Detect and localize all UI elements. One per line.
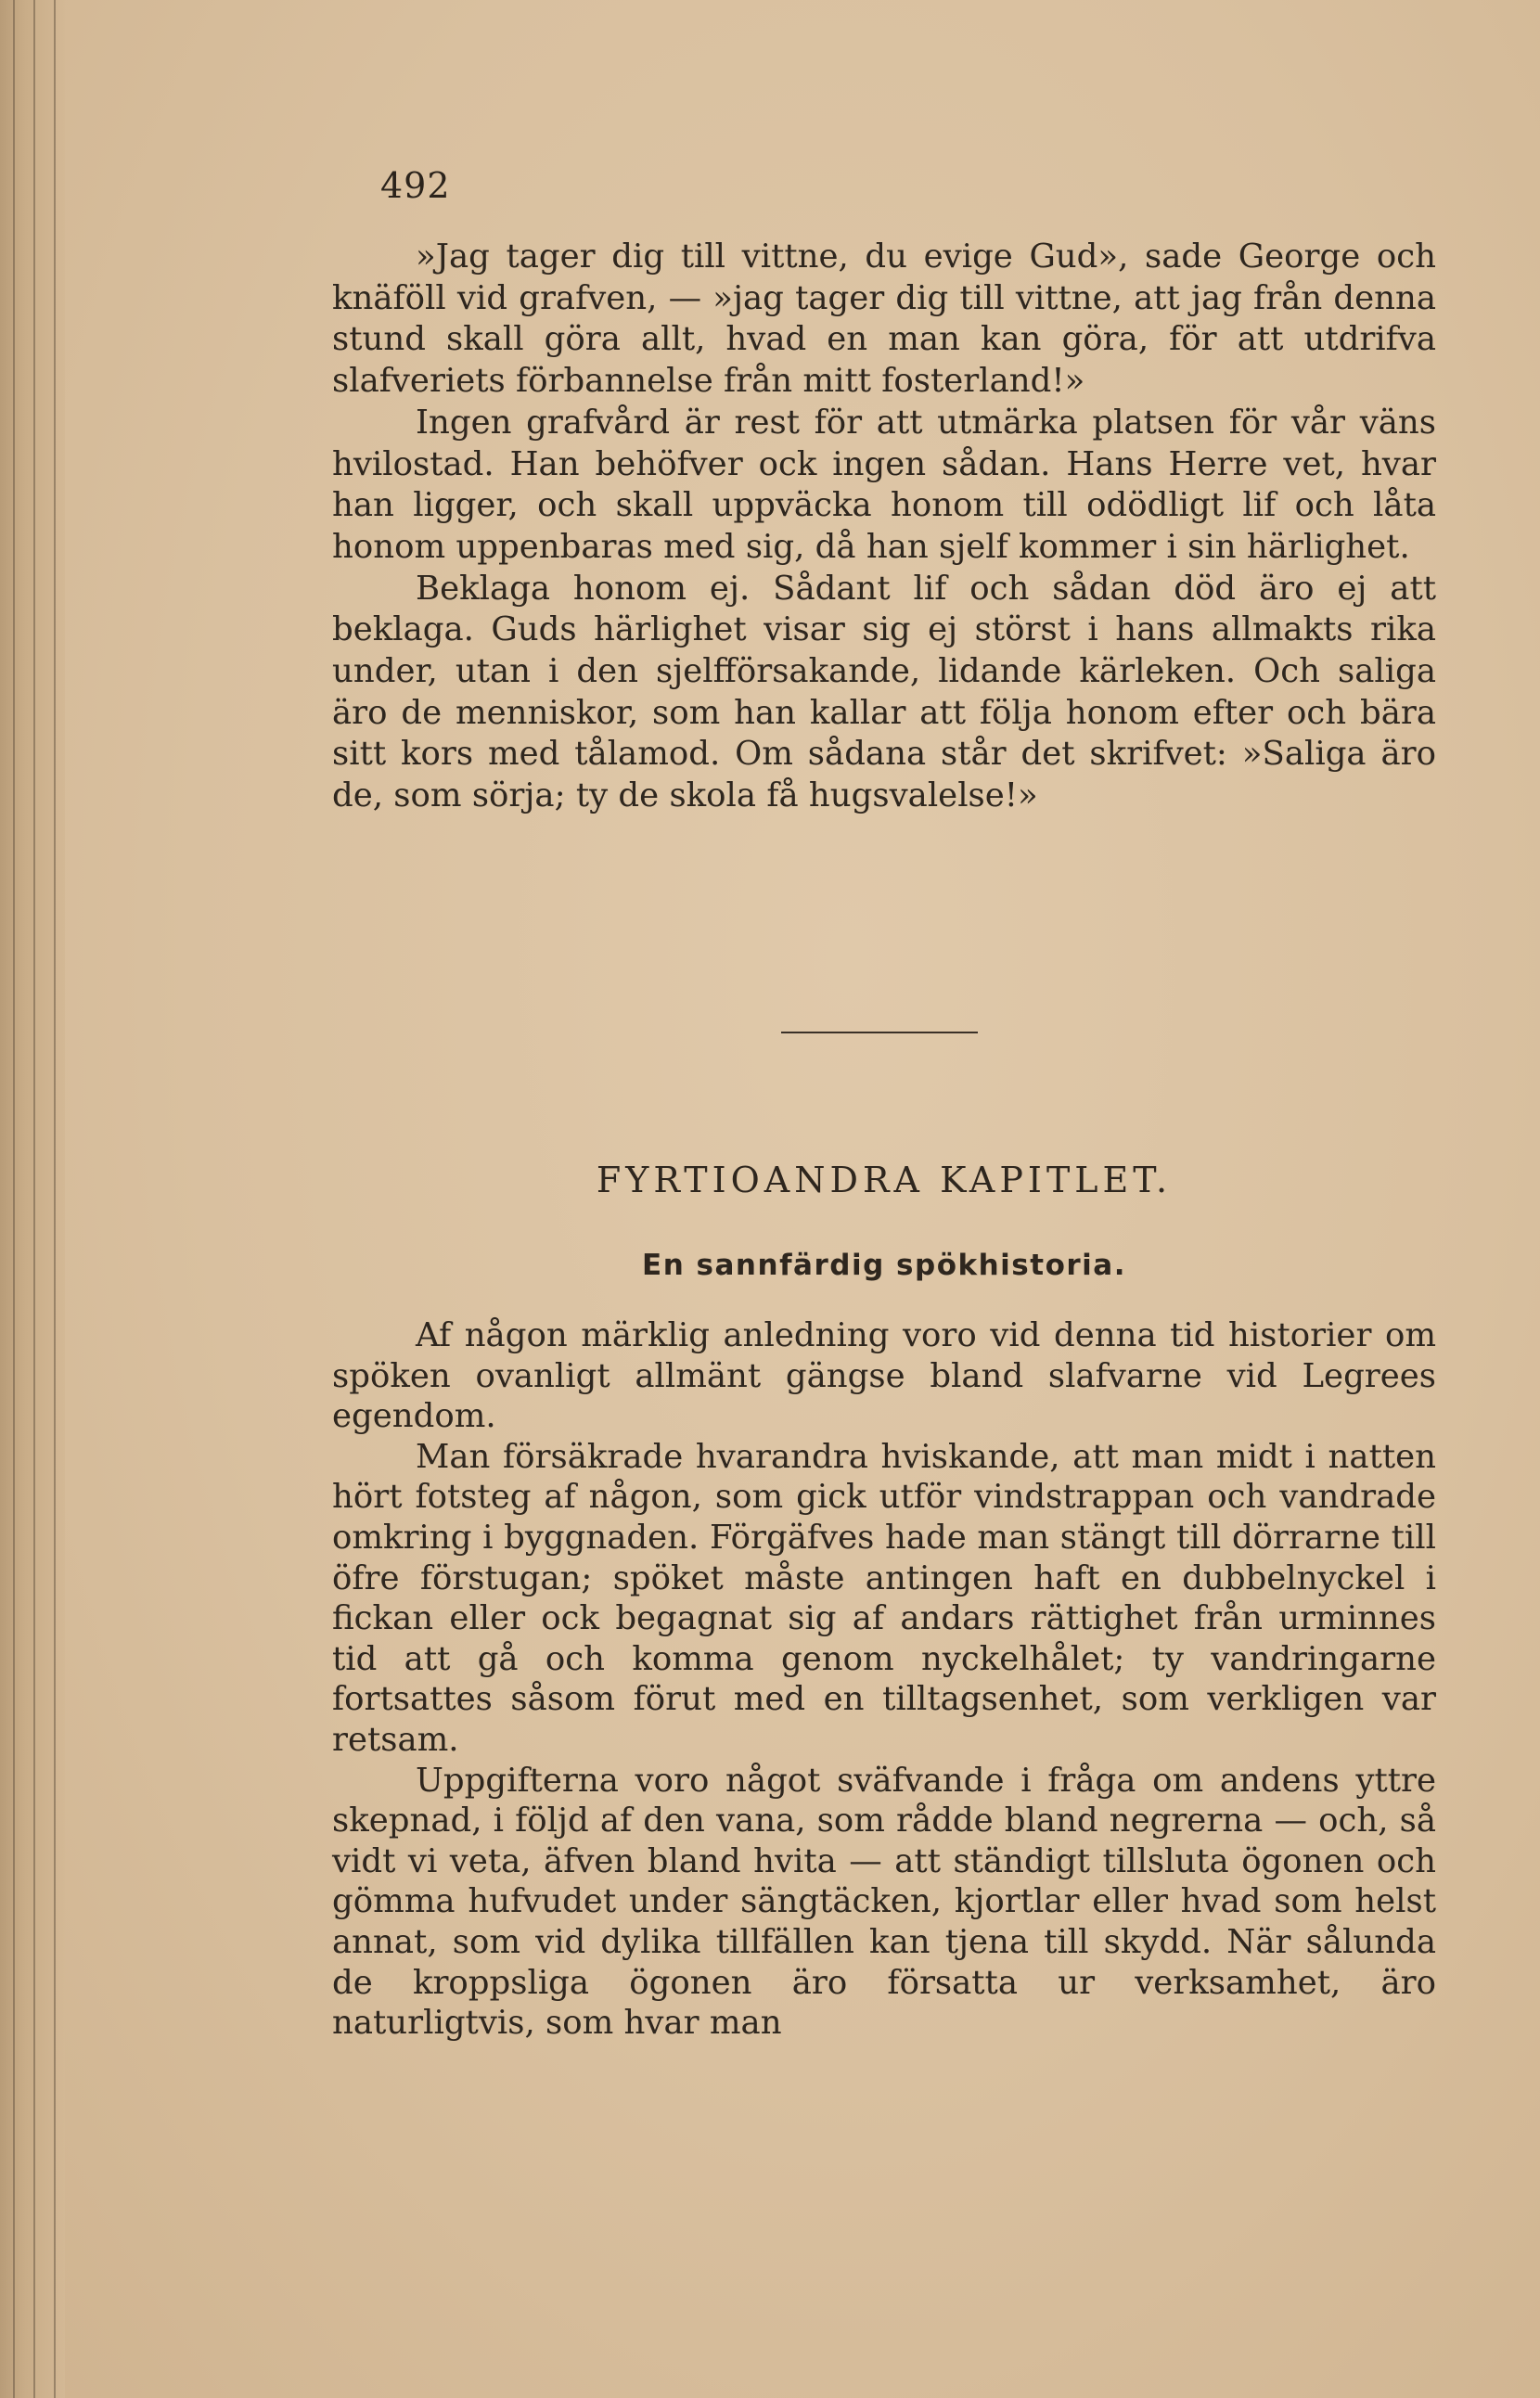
chapter-subtitle: En sannfärdig spökhistoria. (642, 1249, 1126, 1282)
binding-line (54, 0, 56, 2398)
page-number: 492 (380, 165, 451, 206)
paragraph: Man försäkrade hvarandra hviskande, att man midt i natten hört fotsteg af någon, som gick utför vindstrappan och vandrade omkring i byggnaden. Förgäfves hade man stängt till dörrarne till öfre förstugan; spöket måste antingen haft en dubbelnyckel i fickan eller ock begagnat sig af andars rättighet från urminnes tid att gå och komma genom nyckelhålet; ty vandringarne fortsattes såsom förut med en tilltagsenhet, som verkligen var retsam. (332, 1437, 1436, 1759)
paragraph: Af någon märklig anledning voro vid denna tid historier om spöken ovanligt allmänt gängse bland slafvarne vid Legrees egendom. (332, 1316, 1436, 1436)
chapter-text (332, 1315, 1436, 2044)
paragraph: Uppgifterna voro något sväfvande i fråga om andens yttre skepnad, i följd af den vana, som rådde bland negrerna — och, så vidt vi veta, äfven bland hvita — att ständigt tillsluta ögonen och gömma hufvudet under sängtäcken, kjortlar eller hvad som helst annat, som vid dylika tillfällen kan tjena till skydd. När sålunda de kroppsliga ögonen äro försatta ur verksamhet, äro naturligtvis, som hvar man (332, 1761, 1436, 2043)
binding-line (13, 0, 15, 2398)
paragraph: »Jag tager dig till vittne, du evige Gud», sade George och knäföll vid grafven, — »jag tager dig till vittne, att jag från denna stund skall göra allt, hvad en man kan göra, för att utdrifva slafveriets förbannelse från mitt fosterland!» (332, 237, 1436, 401)
paragraph: Beklaga honom ej. Sådant lif och sådan död äro ej att beklaga. Guds härlighet visar sig ej störst i hans allmakts rika under, utan i den sjelfförsakande, lidande kärleken. Och saliga äro de menniskor, som han kallar att följa honom efter och bära sitt kors med tålamod. Om sådana står det skrifvet: »Saliga äro de, som sörja; ty de skola få hugsvalelse!» (332, 569, 1436, 815)
continuation-text (332, 237, 1436, 817)
section-separator (781, 1032, 978, 1033)
chapter-title: FYRTIOANDRA KAPITLET. (596, 1160, 1173, 1200)
paragraph: Ingen grafvård är rest för att utmärka platsen för vår väns hvilostad. Han behöfver ock ingen sådan. Hans Herre vet, hvar han ligger, och skall uppväcka honom till odödligt lif och låta honom uppenbaras med sig, då han sjelf kommer i sin härlighet. (332, 403, 1436, 566)
binding-line (33, 0, 35, 2398)
